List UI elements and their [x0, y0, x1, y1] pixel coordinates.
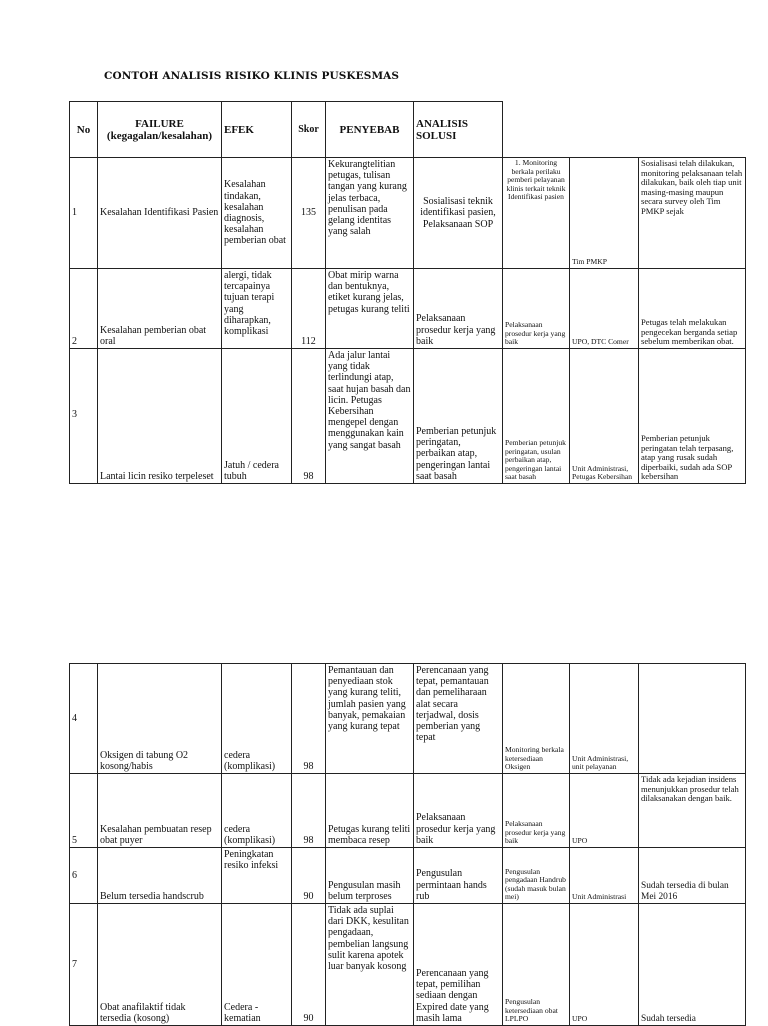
row-kegiatan: Pelaksanaan prosedur kerja yang baik	[503, 774, 570, 848]
header-failure-sub: (kegagalan/kesalahan)	[106, 129, 213, 142]
row-kegiatan: Pemberian petunjuk peringatan, usulan perbaikan atap, pengeringan lantai saat basah	[503, 349, 570, 484]
row-skor: 90	[292, 848, 326, 904]
row-penyebab: Pemantauan dan penyediaan stok yang kurang teliti, jumlah pasien yang banyak, pemakaian yang kurang tepat	[326, 664, 414, 774]
header-analisis-solusi	[414, 102, 503, 158]
row-failure: Kesalahan pemberian obat oral	[98, 269, 222, 349]
header-analisis: ANALISIS	[416, 117, 468, 130]
header-efek: EFEK	[222, 102, 292, 158]
header-solusi: SOLUSI	[416, 129, 457, 142]
table-header-row	[70, 102, 746, 158]
header-failure-label: FAILURE	[135, 117, 184, 130]
row-failure: Obat anafilaktif tidak tersedia (kosong)	[98, 904, 222, 1026]
row-skor: 98	[292, 774, 326, 848]
row-penyebab: Pengusulan masih belum terproses	[326, 848, 414, 904]
row-keterangan: Sudah tersedia	[639, 904, 746, 1026]
row-no: 1	[70, 158, 98, 269]
row-kegiatan: Pelaksanaan prosedur kerja yang baik	[503, 269, 570, 349]
row-kegiatan: 1. Monitoring berkala perilaku pemberi pelayanan klinis terkait teknik Identifikasi pasien	[503, 158, 570, 269]
row-keterangan: Pemberian petunjuk peringatan telah terpasang, atap yang rusak sudah diperbaiki, sudah ada SOP kebersihan	[639, 349, 746, 484]
row-kegiatan: Pengusulan pengadaan Handrub (sudah masuk bulan mei)	[503, 848, 570, 904]
row-no: 7	[70, 904, 98, 1026]
row-failure: Oksigen di tabung O2 kosong/habis	[98, 664, 222, 774]
row-no: 6	[70, 848, 98, 904]
row-pj: Unit Administrasi	[570, 848, 639, 904]
row-failure: Kesalahan pembuatan resep obat puyer	[98, 774, 222, 848]
risk-table-1	[69, 101, 746, 484]
table-row	[70, 848, 746, 904]
row-skor: 112	[292, 269, 326, 349]
row-pj: UPO	[570, 904, 639, 1026]
row-penyebab: Kekurangtelitian petugas, tulisan tangan yang kurang jelas terbaca, penulisan pada gelang identitas yang salah	[326, 158, 414, 269]
row-keterangan: Sudah tersedia di bulan Mei 2016	[639, 848, 746, 904]
header-penyebab: PENYEBAB	[326, 102, 414, 158]
row-efek: alergi, tidak tercapainya tujuan terapi yang diharapkan, komplikasi	[222, 269, 292, 349]
table-row	[70, 664, 746, 774]
row-pj: UPO, DTC Comer	[570, 269, 639, 349]
row-keterangan: Tidak ada kejadian insidens menunjukkan prosedur telah dilaksanakan dengan baik.	[639, 774, 746, 848]
row-pj: UPO	[570, 774, 639, 848]
row-skor: 98	[292, 349, 326, 484]
row-keterangan: Petugas telah melakukan pengecekan berganda setiap sebelum memberikan obat.	[639, 269, 746, 349]
row-no: 5	[70, 774, 98, 848]
row-pj: Unit Administrasi, unit pelayanan	[570, 664, 639, 774]
row-solusi: Sosialisasi teknik identifikasi pasien, Pelaksanaan SOP	[414, 158, 503, 269]
risk-table-2	[69, 663, 746, 1026]
row-penyebab: Ada jalur lantai yang tidak terlindungi atap, saat hujan basah dan licin. Petugas Kebersihan mengepel dengan menggunakan kain yang sangat basah	[326, 349, 414, 484]
row-solusi: Perencanaan yang tepat, pemantauan dan pemeliharaan alat secara terjadwal, dosis pemberian yang tepat	[414, 664, 503, 774]
row-efek: Cedera - kematian	[222, 904, 292, 1026]
row-solusi: Pelaksanaan prosedur kerja yang baik	[414, 269, 503, 349]
header-blank-cell	[639, 102, 746, 158]
row-solusi: Perencanaan yang tepat, pemilihan sediaan dengan Expired date yang masih lama	[414, 904, 503, 1026]
table-row	[70, 904, 746, 1026]
row-no: 4	[70, 664, 98, 774]
row-pj: Tim PMKP	[570, 158, 639, 269]
row-keterangan	[639, 664, 746, 774]
row-pj: Unit Administrasi, Petugas Kebersihan	[570, 349, 639, 484]
row-failure: Kesalahan Identifikasi Pasien	[98, 158, 222, 269]
row-failure: Lantai licin resiko terpeleset	[98, 349, 222, 484]
row-no: 2	[70, 269, 98, 349]
header-blank-cell	[570, 102, 639, 158]
row-efek: Jatuh / cedera tubuh	[222, 349, 292, 484]
row-penyebab: Tidak ada suplai dari DKK, kesulitan pengadaan, pembelian langsung sulit karena apotek luar banyak kosong	[326, 904, 414, 1026]
row-keterangan: Sosialisasi telah dilakukan, monitoring pelaksanaan telah dilakukan, baik oleh tiap unit masing-masing maupun secara survey oleh Tim PMKP sejak	[639, 158, 746, 269]
row-efek: Kesalahan tindakan, kesalahan diagnosis, kesalahan pemberian obat	[222, 158, 292, 269]
row-efek: cedera (komplikasi)	[222, 664, 292, 774]
row-solusi: Pemberian petunjuk peringatan, perbaikan atap, pengeringan lantai saat basah	[414, 349, 503, 484]
row-solusi: Pelaksanaan prosedur kerja yang baik	[414, 774, 503, 848]
row-no: 3	[70, 349, 98, 484]
header-no: No	[70, 102, 98, 158]
header-blank-cell	[503, 102, 570, 158]
row-penyebab: Petugas kurang teliti membaca resep	[326, 774, 414, 848]
table-row	[70, 774, 746, 848]
table-row	[70, 269, 746, 349]
row-efek: Peningkatan resiko infeksi	[222, 848, 292, 904]
header-failure	[98, 102, 222, 158]
row-kegiatan: Pengusulan ketersediaan obat LPLPO	[503, 904, 570, 1026]
table-row	[70, 349, 746, 484]
table-row	[70, 158, 746, 269]
row-penyebab: Obat mirip warna dan bentuknya, etiket kurang jelas, petugas kurang teliti	[326, 269, 414, 349]
page-title: CONTOH ANALISIS RISIKO KLINIS PUSKESMAS	[104, 70, 400, 82]
row-solusi: Pengusulan permintaan hands rub	[414, 848, 503, 904]
row-skor: 98	[292, 664, 326, 774]
row-kegiatan: Monitoring berkala ketersediaan Oksigen	[503, 664, 570, 774]
header-skor: Skor	[292, 102, 326, 158]
row-efek: cedera (komplikasi)	[222, 774, 292, 848]
row-failure: Belum tersedia handscrub	[98, 848, 222, 904]
row-skor: 135	[292, 158, 326, 269]
row-skor: 90	[292, 904, 326, 1026]
